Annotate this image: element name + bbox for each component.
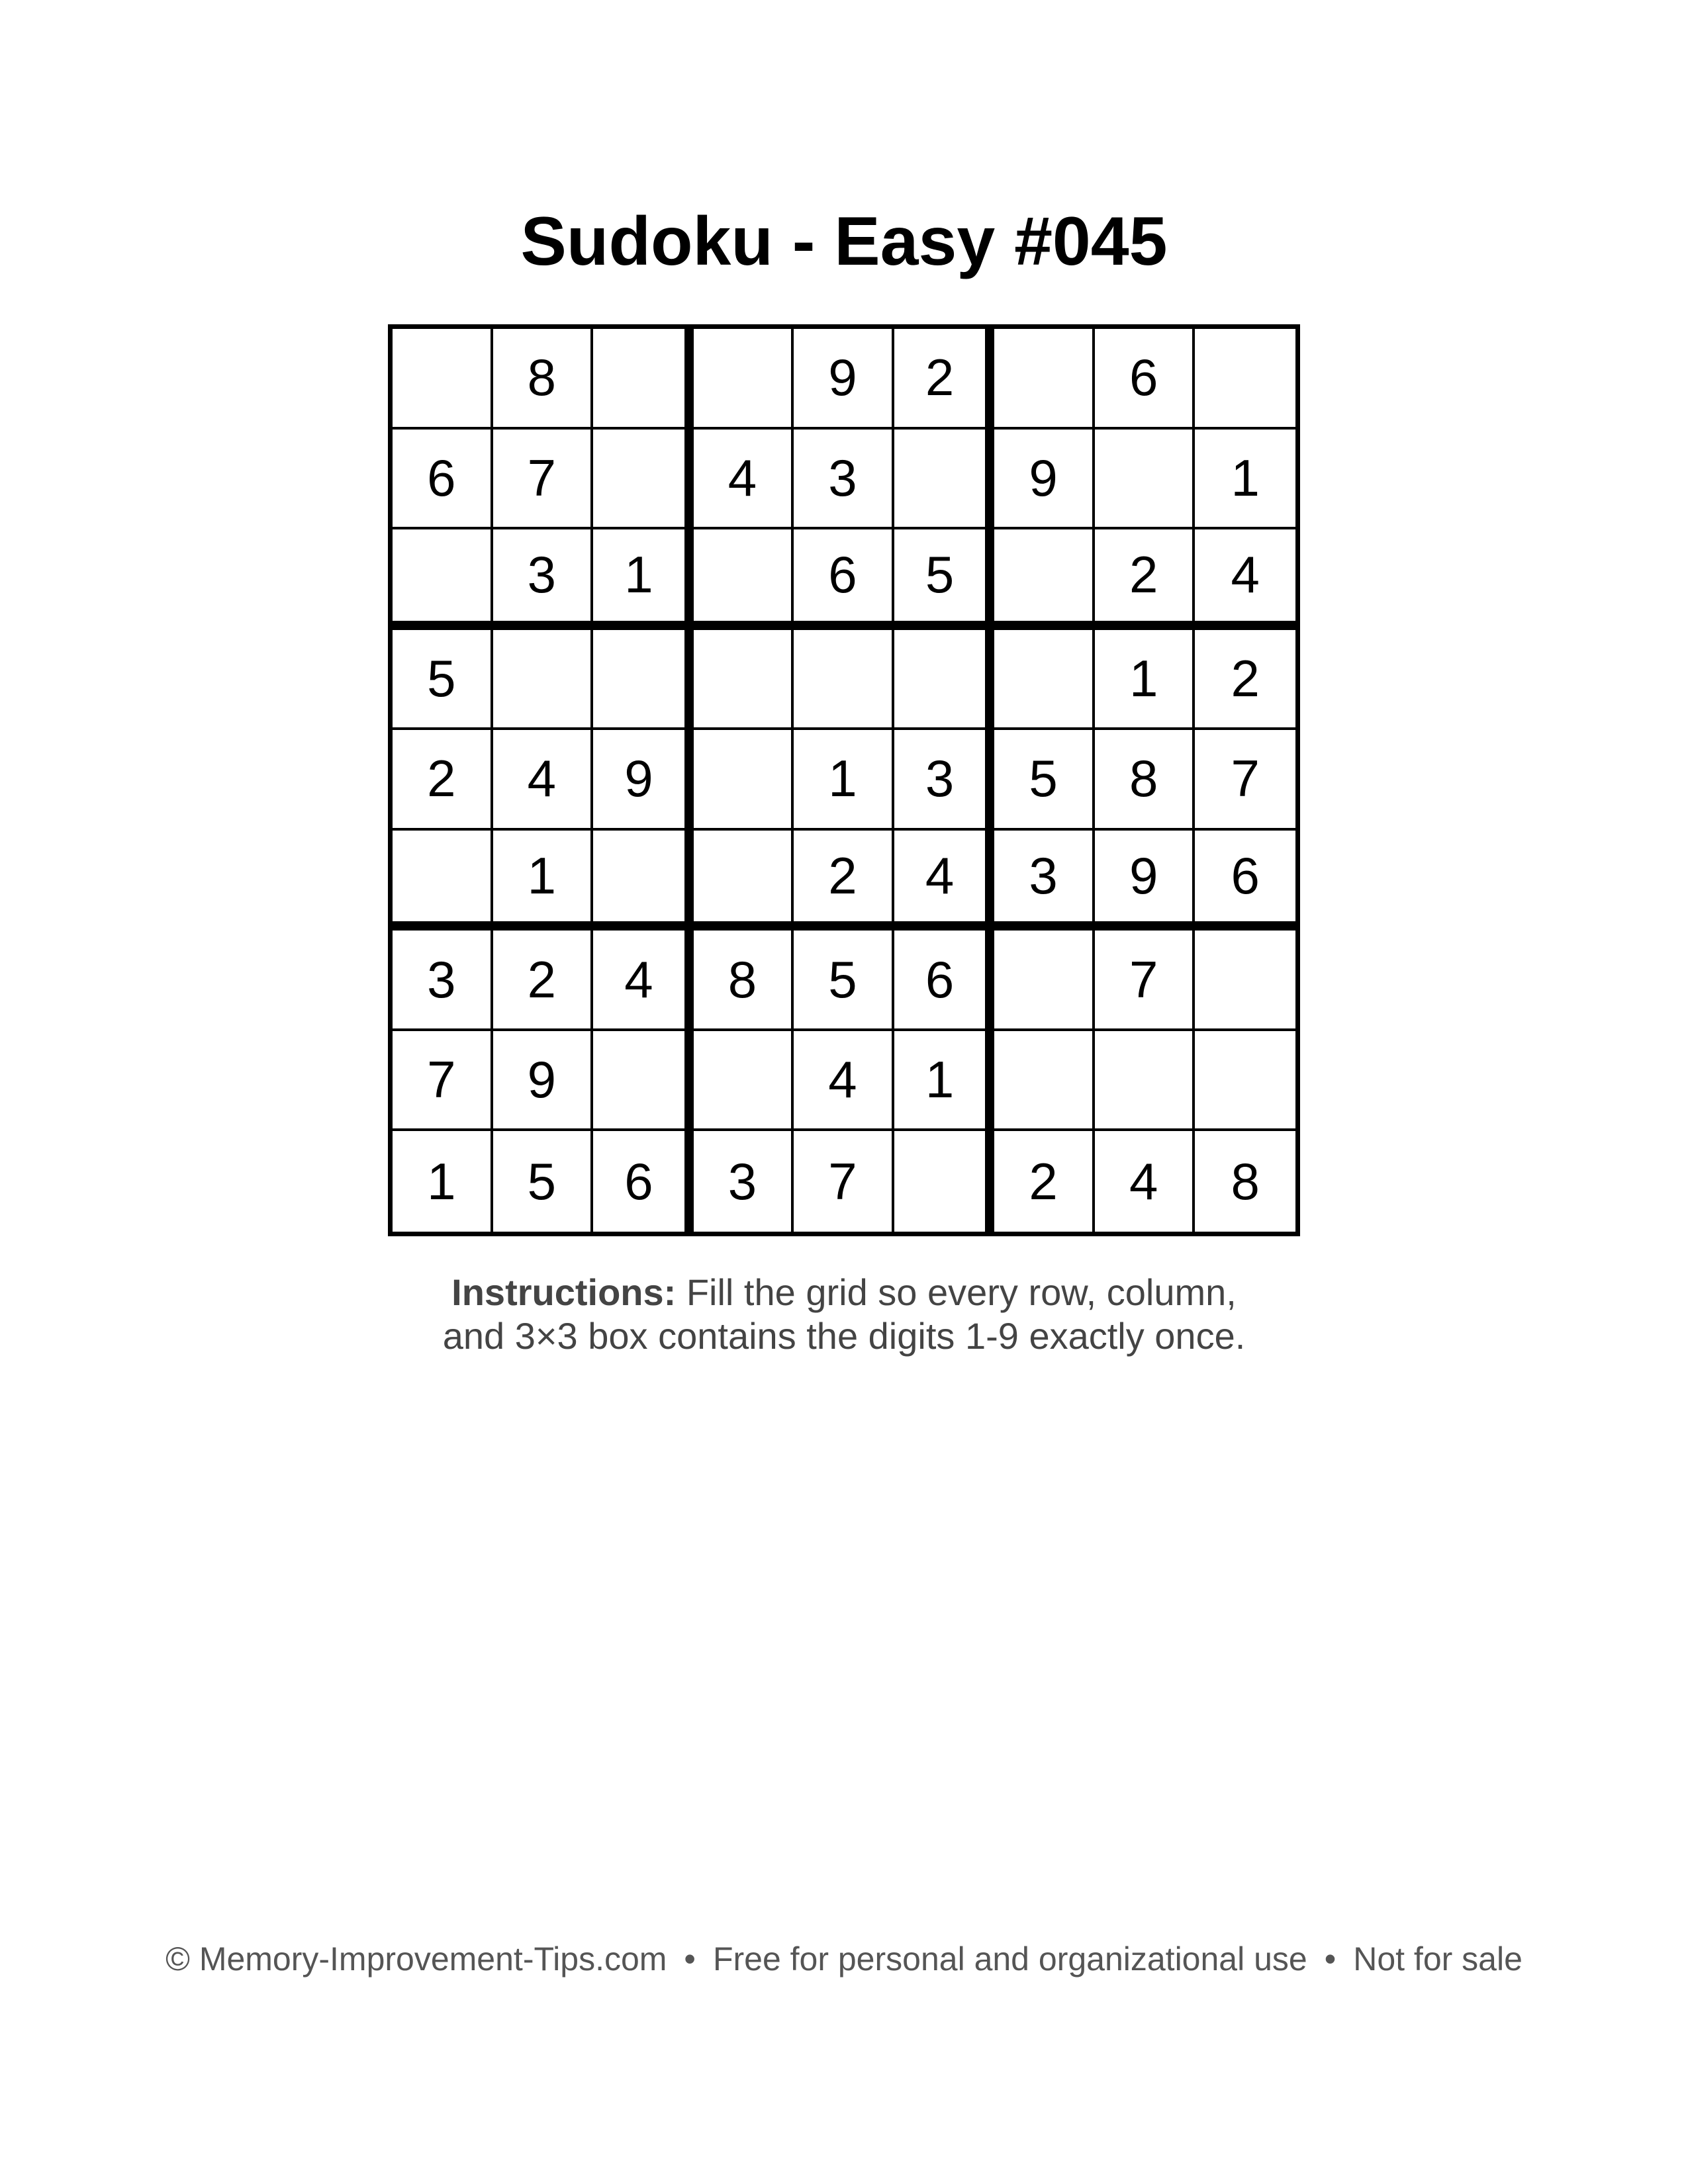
sudoku-cell[interactable]: 2	[393, 730, 493, 831]
sudoku-cell[interactable]: 9	[794, 329, 894, 430]
footer-separator: •	[1324, 1940, 1336, 1978]
sudoku-cell[interactable]	[894, 430, 995, 530]
sudoku-cell[interactable]	[593, 329, 694, 430]
sudoku-cell[interactable]: 4	[894, 831, 995, 931]
sudoku-cell[interactable]	[994, 931, 1095, 1031]
sudoku-cell[interactable]: 2	[1195, 630, 1295, 731]
sudoku-cell[interactable]	[894, 1131, 995, 1232]
instructions	[0, 1271, 1688, 1358]
sudoku-cell[interactable]: 7	[493, 430, 594, 530]
sudoku-cell[interactable]: 7	[393, 1031, 493, 1132]
sudoku-cell[interactable]: 3	[794, 430, 894, 530]
sudoku-cell[interactable]: 8	[493, 329, 594, 430]
sudoku-cell[interactable]	[1095, 1031, 1196, 1132]
sudoku-cell[interactable]	[593, 1031, 694, 1132]
sudoku-cell[interactable]: 3	[493, 529, 594, 630]
sudoku-cell[interactable]: 1	[794, 730, 894, 831]
sudoku-cell[interactable]: 1	[1195, 430, 1295, 530]
sudoku-cell[interactable]: 2	[794, 831, 894, 931]
sudoku-cell[interactable]: 5	[994, 730, 1095, 831]
sudoku-cell[interactable]: 8	[1095, 730, 1196, 831]
sudoku-cell[interactable]: 1	[393, 1131, 493, 1232]
footer-not-for-sale: Not for sale	[1353, 1940, 1523, 1978]
sudoku-cell[interactable]: 4	[493, 730, 594, 831]
sudoku-cell[interactable]	[593, 630, 694, 731]
footer-license: Free for personal and organizational use	[712, 1940, 1307, 1978]
sudoku-cell[interactable]: 2	[994, 1131, 1095, 1232]
sudoku-cell[interactable]: 3	[994, 831, 1095, 931]
instructions-line-2: and 3×3 box contains the digits 1-9 exactly once.	[442, 1315, 1246, 1357]
sudoku-cell[interactable]: 2	[1095, 529, 1196, 630]
sudoku-cell[interactable]: 5	[393, 630, 493, 731]
sudoku-cell[interactable]	[794, 630, 894, 731]
sudoku-cell[interactable]: 2	[493, 931, 594, 1031]
sudoku-cell[interactable]: 9	[493, 1031, 594, 1132]
sudoku-cell[interactable]: 6	[1095, 329, 1196, 430]
sudoku-cell[interactable]	[894, 630, 995, 731]
sudoku-cell[interactable]: 3	[894, 730, 995, 831]
sudoku-cell[interactable]	[1195, 1031, 1295, 1132]
sudoku-cell[interactable]	[694, 329, 794, 430]
sudoku-cell[interactable]	[1195, 329, 1295, 430]
sudoku-cell[interactable]: 8	[1231, 1152, 1260, 1210]
sudoku-cell[interactable]	[694, 831, 794, 931]
sudoku-cell[interactable]: 5	[794, 931, 894, 1031]
sudoku-cell[interactable]: 3	[694, 1131, 794, 1232]
sudoku-cell[interactable]: 6	[894, 931, 995, 1031]
sudoku-cell[interactable]	[694, 529, 794, 630]
footer	[0, 1939, 1688, 1979]
sudoku-cell[interactable]	[393, 329, 493, 430]
footer-separator: •	[684, 1940, 696, 1978]
instructions-label: Instructions:	[451, 1271, 677, 1313]
sudoku-cell[interactable]: 3	[393, 931, 493, 1031]
sudoku-cell[interactable]	[694, 730, 794, 831]
sudoku-cell[interactable]: 2	[894, 329, 995, 430]
sudoku-cell[interactable]	[994, 329, 1095, 430]
sudoku-cell[interactable]: 4	[1195, 529, 1295, 630]
instructions-line-1	[0, 1271, 1688, 1314]
sudoku-cell[interactable]	[593, 430, 694, 530]
sudoku-grid	[388, 324, 1300, 1236]
footer-copyright: © Memory-Improvement-Tips.com	[165, 1940, 667, 1978]
sudoku-cell[interactable]: 7	[794, 1131, 894, 1232]
sudoku-cell[interactable]: 1	[593, 529, 694, 630]
page-title: Sudoku - Easy #045	[520, 203, 1168, 280]
sudoku-cell[interactable]: 4	[1095, 1131, 1196, 1232]
sudoku-cell[interactable]: 6	[794, 529, 894, 630]
sudoku-cell[interactable]: 1	[1095, 630, 1196, 731]
sudoku-cell[interactable]: 4	[794, 1031, 894, 1132]
sudoku-cell[interactable]: 8	[694, 931, 794, 1031]
sudoku-cell[interactable]: 7	[1095, 931, 1196, 1031]
sudoku-cell[interactable]: 9	[1095, 831, 1196, 931]
sudoku-cell[interactable]: 4	[694, 430, 794, 530]
sudoku-cell[interactable]: 4	[593, 931, 694, 1031]
sudoku-cell[interactable]: 1	[493, 831, 594, 931]
sudoku-cell[interactable]: 9	[593, 730, 694, 831]
sudoku-cell[interactable]	[1095, 430, 1196, 530]
sudoku-cell[interactable]: 9	[994, 430, 1095, 530]
sudoku-cell[interactable]: 7	[1195, 730, 1295, 831]
sudoku-cell[interactable]	[994, 630, 1095, 731]
sudoku-cell[interactable]: 6	[393, 430, 493, 530]
sudoku-cell[interactable]: 6	[1195, 831, 1295, 931]
instructions-text-1: Fill the grid so every row, column,	[676, 1271, 1237, 1313]
sudoku-cell[interactable]	[593, 831, 694, 931]
sudoku-cell[interactable]	[1195, 931, 1295, 1031]
sudoku-cell[interactable]: 6	[593, 1131, 694, 1232]
sudoku-cell[interactable]	[994, 529, 1095, 630]
sudoku-cell[interactable]	[694, 630, 794, 731]
sudoku-cell[interactable]	[694, 1031, 794, 1132]
sudoku-cell[interactable]: 1	[894, 1031, 995, 1132]
sudoku-cell[interactable]	[393, 831, 493, 931]
sudoku-cell[interactable]: 5	[493, 1131, 594, 1232]
sudoku-cell[interactable]	[393, 529, 493, 630]
sudoku-cell[interactable]	[493, 630, 594, 731]
sudoku-cell[interactable]: 5	[894, 529, 995, 630]
sudoku-cell[interactable]	[994, 1031, 1095, 1132]
